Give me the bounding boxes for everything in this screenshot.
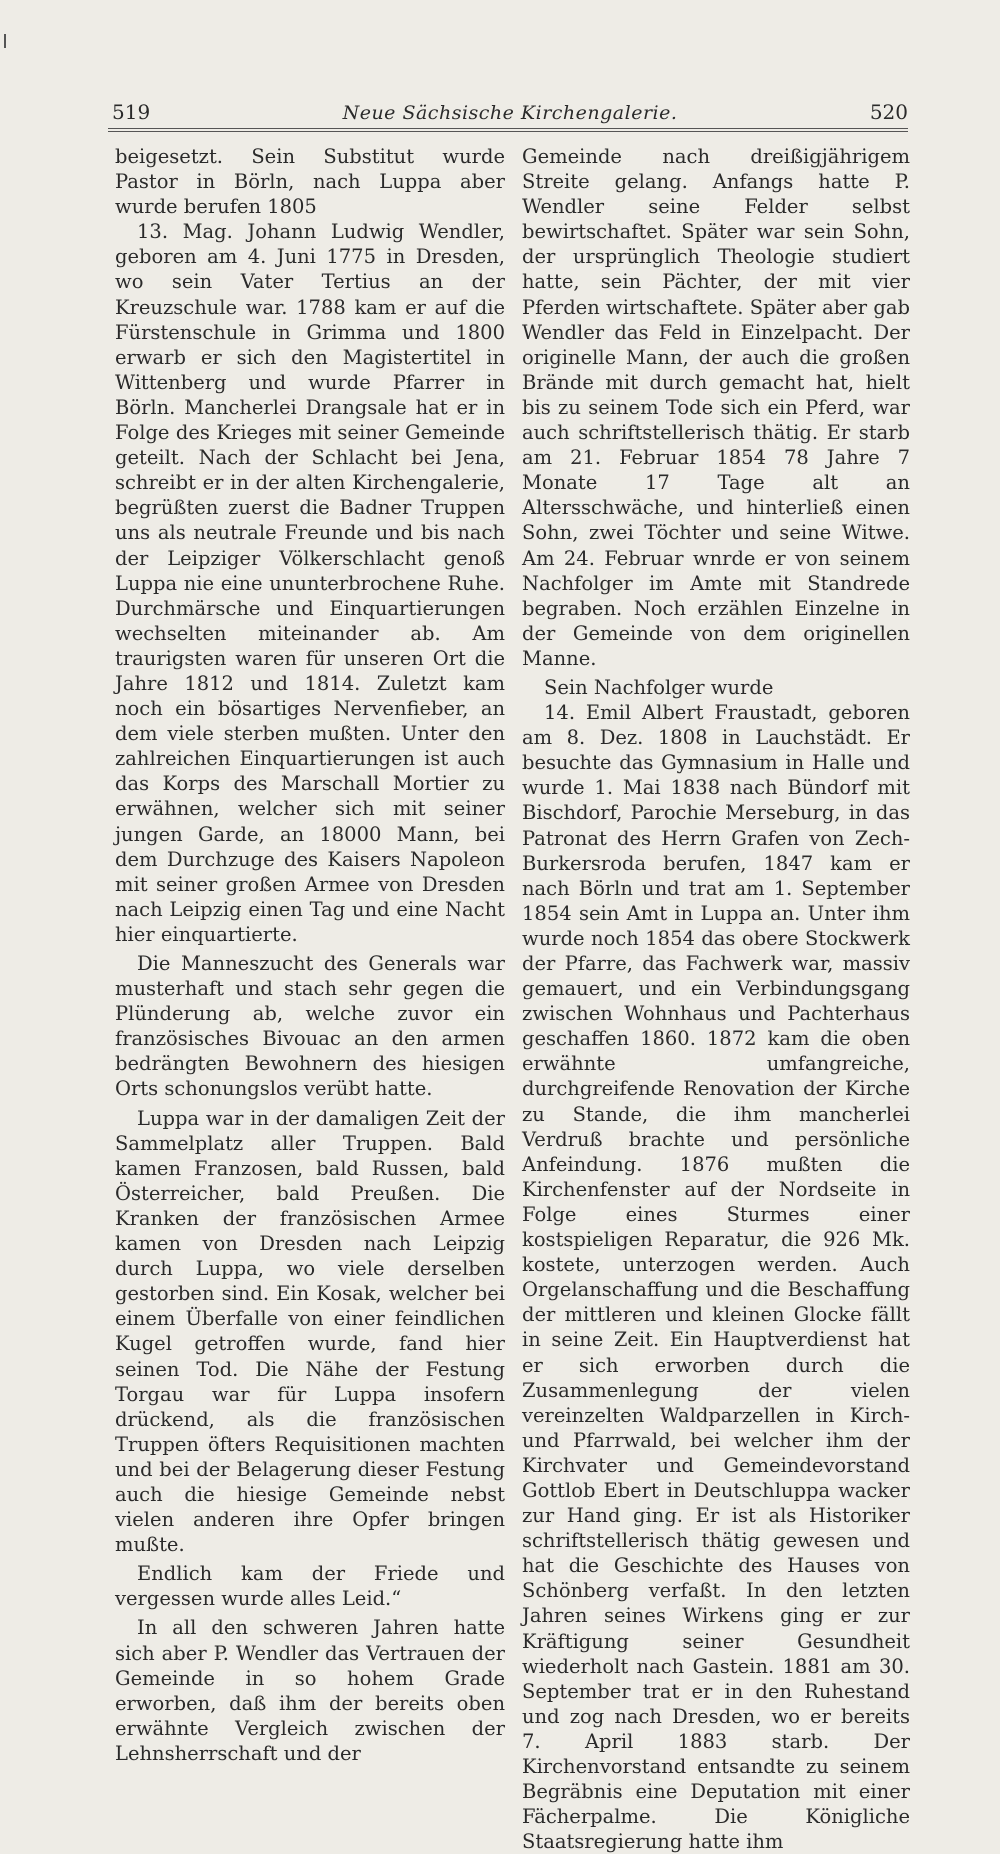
header-rule: [108, 128, 908, 132]
paragraph: Sein Nachfolger wurde: [544, 675, 774, 699]
paragraph: 13. Mag. Johann Ludwig Wendler, geboren am 4. Juni 1775 in Dresden, wo sein Vater Tertius an der Kreuzschule war. 1788 kam er auf die Fürstenschule in Grimma und 1800 erwarb er sich den Magistertitel in Wittenberg und wurde Pfarrer in Börln. Mancherlei Drangsale hat er in Folge des Krieges mit seiner Gemeinde geteilt. Nach der Schlacht bei Jena, schreibt er in der alten Kirchengalerie, begrüßten zuerst die Badner Truppen uns als neutrale Freunde und bis nach der Leipziger Völkerschlacht genoß Luppa nie eine ununterbrochene Ruhe. Durchmärsche und Einquartierungen wechselten miteinander ab. Am traurigsten waren für unseren Ort die Jahre 1812 und 1814. Zuletzt kam noch ein bösartiges Nervenfieber, an dem viele sterben mußten. Unter den zahlreichen Einquartierungen ist auch das Korps des Marschall Mortier zu erwähnen, welcher sich mit seiner jungen Garde, an 18000 Mann, bei dem Durchzuge des Kaisers Napoleon mit seiner großen Armee von Dresden nach Leipzig einen Tag und eine Nacht hier einquartierte.: [115, 220, 505, 946]
paragraph: In all den schweren Jahren hatte sich aber P. Wendler das Vertrauen der Gemeinde in so hohem Grade erworben, daß ihm der bereits oben erwähnte Vergleich zwischen der Lehnsherrschaft und der: [115, 1616, 505, 1765]
right-page-number: 520: [869, 100, 908, 124]
running-header: [112, 100, 908, 128]
paragraph: Endlich kam der Friede und vergessen wurde alles Leid.“: [115, 1562, 505, 1611]
paragraph: 14. Emil Albert Fraustadt, geboren am 8. Dez. 1808 in Lauchstädt. Er besuchte das Gymnasium in Halle und wurde 1. Mai 1838 nach Bündorf mit Bischdorf, Parochie Merseburg, in das Patronat des Herrn Grafen von Zech-Burkersroda berufen, 1847 kam er nach Börln und trat am 1. September 1854 sein Amt in Luppa an. Unter ihm wurde noch 1854 das obere Stockwerk der Pfarre, das Fachwerk war, massiv gemauert, und ein Verbindungsgang zwischen Wohnhaus und Pachterhaus geschaffen 1860. 1872 kam die oben erwähnte umfangreiche, durchgreifende Renovation der Kirche zu Stande, die ihm mancherlei Verdruß brachte und persönliche Anfeindung. 1876 mußten die Kirchenfenster auf der Nordseite in Folge eines Sturmes einer kostspieligen Reparatur, die 926 Mk. kostete, unterzogen werden. Auch Orgelanschaffung und die Beschaffung der mittleren und kleinen Glocke fällt in seine Zeit. Ein Hauptverdienst hat er sich erworben durch die Zusammenlegung der vielen vereinzelten Waldparzellen in Kirch- und Pfarrwald, bei welcher ihm der Kirchvater und Gemeindevorstand Gottlob Ebert in Deutschluppa wacker zur Hand ging. Er ist als Historiker schriftstellerisch thätig gewesen und hat die Geschichte des Hauses von Schönberg verfaßt. In den letzten Jahren seines Wirkens ging er zur Kräftigung seiner Gesundheit wiederholt nach Gastein. 1881 am 30. September trat er in den Ruhestand und zog nach Dresden, wo er bereits 7. April 1883 starb. Der Kirchenvorstand entsandte zu seinem Begräbnis eine Deputation mit einer Fächerpalme. Die Königliche Staatsregierung hatte ihm: [522, 701, 910, 1854]
paragraph: beigesetzt. Sein Substitut wurde Pastor in Börln, nach Luppa aber wurde berufen 1805: [115, 145, 505, 219]
paragraph: Gemeinde nach dreißigjährigem Streite gelang. Anfangs hatte P. Wendler seine Felder selbst bewirtschaftet. Später war sein Sohn, der ursprünglich Theologie studiert hatte, sein Pächter, der mit vier Pferden wirtschaftete. Später aber gab Wendler das Feld in Einzelpacht. Der originelle Mann, der auch die großen Brände mit durch gemacht hat, hielt bis zu seinem Tode sich ein Pferd, war auch schriftstellerisch thätig. Er starb am 21. Februar 1854 78 Jahre 7 Monate 17 Tage alt an Altersschwäche, und hinterließ einen Sohn, zwei Töchter und seine Witwe. Am 24. Februar wnrde er von seinem Nachfolger im Amte mit Standrede begraben. Noch erzählen Einzelne in der Gemeinde von dem originellen Manne.: [522, 145, 910, 670]
paragraph: Luppa war in der damaligen Zeit der Sammelplatz aller Truppen. Bald kamen Franzosen, bald Russen, bald Österreicher, bald Preußen. Die Kranken der französischen Armee kamen von Dresden nach Leipzig durch Luppa, wo viele derselben gestorben sind. Ein Kosak, welcher bei einem Überfalle von einer feindlichen Kugel getroffen wurde, fand hier seinen Tod. Die Nähe der Festung Torgau war für Luppa insofern drückend, als die französischen Truppen öfters Requisitionen machten und bei der Belagerung dieser Festung auch die hiesige Gemeinde nebst vielen anderen ihre Opfer bringen mußte.: [115, 1106, 505, 1557]
paragraph: Die Manneszucht des Generals war musterhaft und stach sehr gegen die Plünderung ab, welche zuvor ein französisches Bivouac an den armen bedrängten Bewohnern des hiesigen Orts schonungslos verübt hatte.: [115, 952, 505, 1101]
scan-mark: [4, 34, 6, 48]
left-column: [115, 144, 505, 1766]
right-column: [522, 144, 910, 1854]
running-title: Neue Sächsische Kirchengalerie.: [342, 102, 678, 124]
left-page-number: 519: [112, 100, 151, 124]
